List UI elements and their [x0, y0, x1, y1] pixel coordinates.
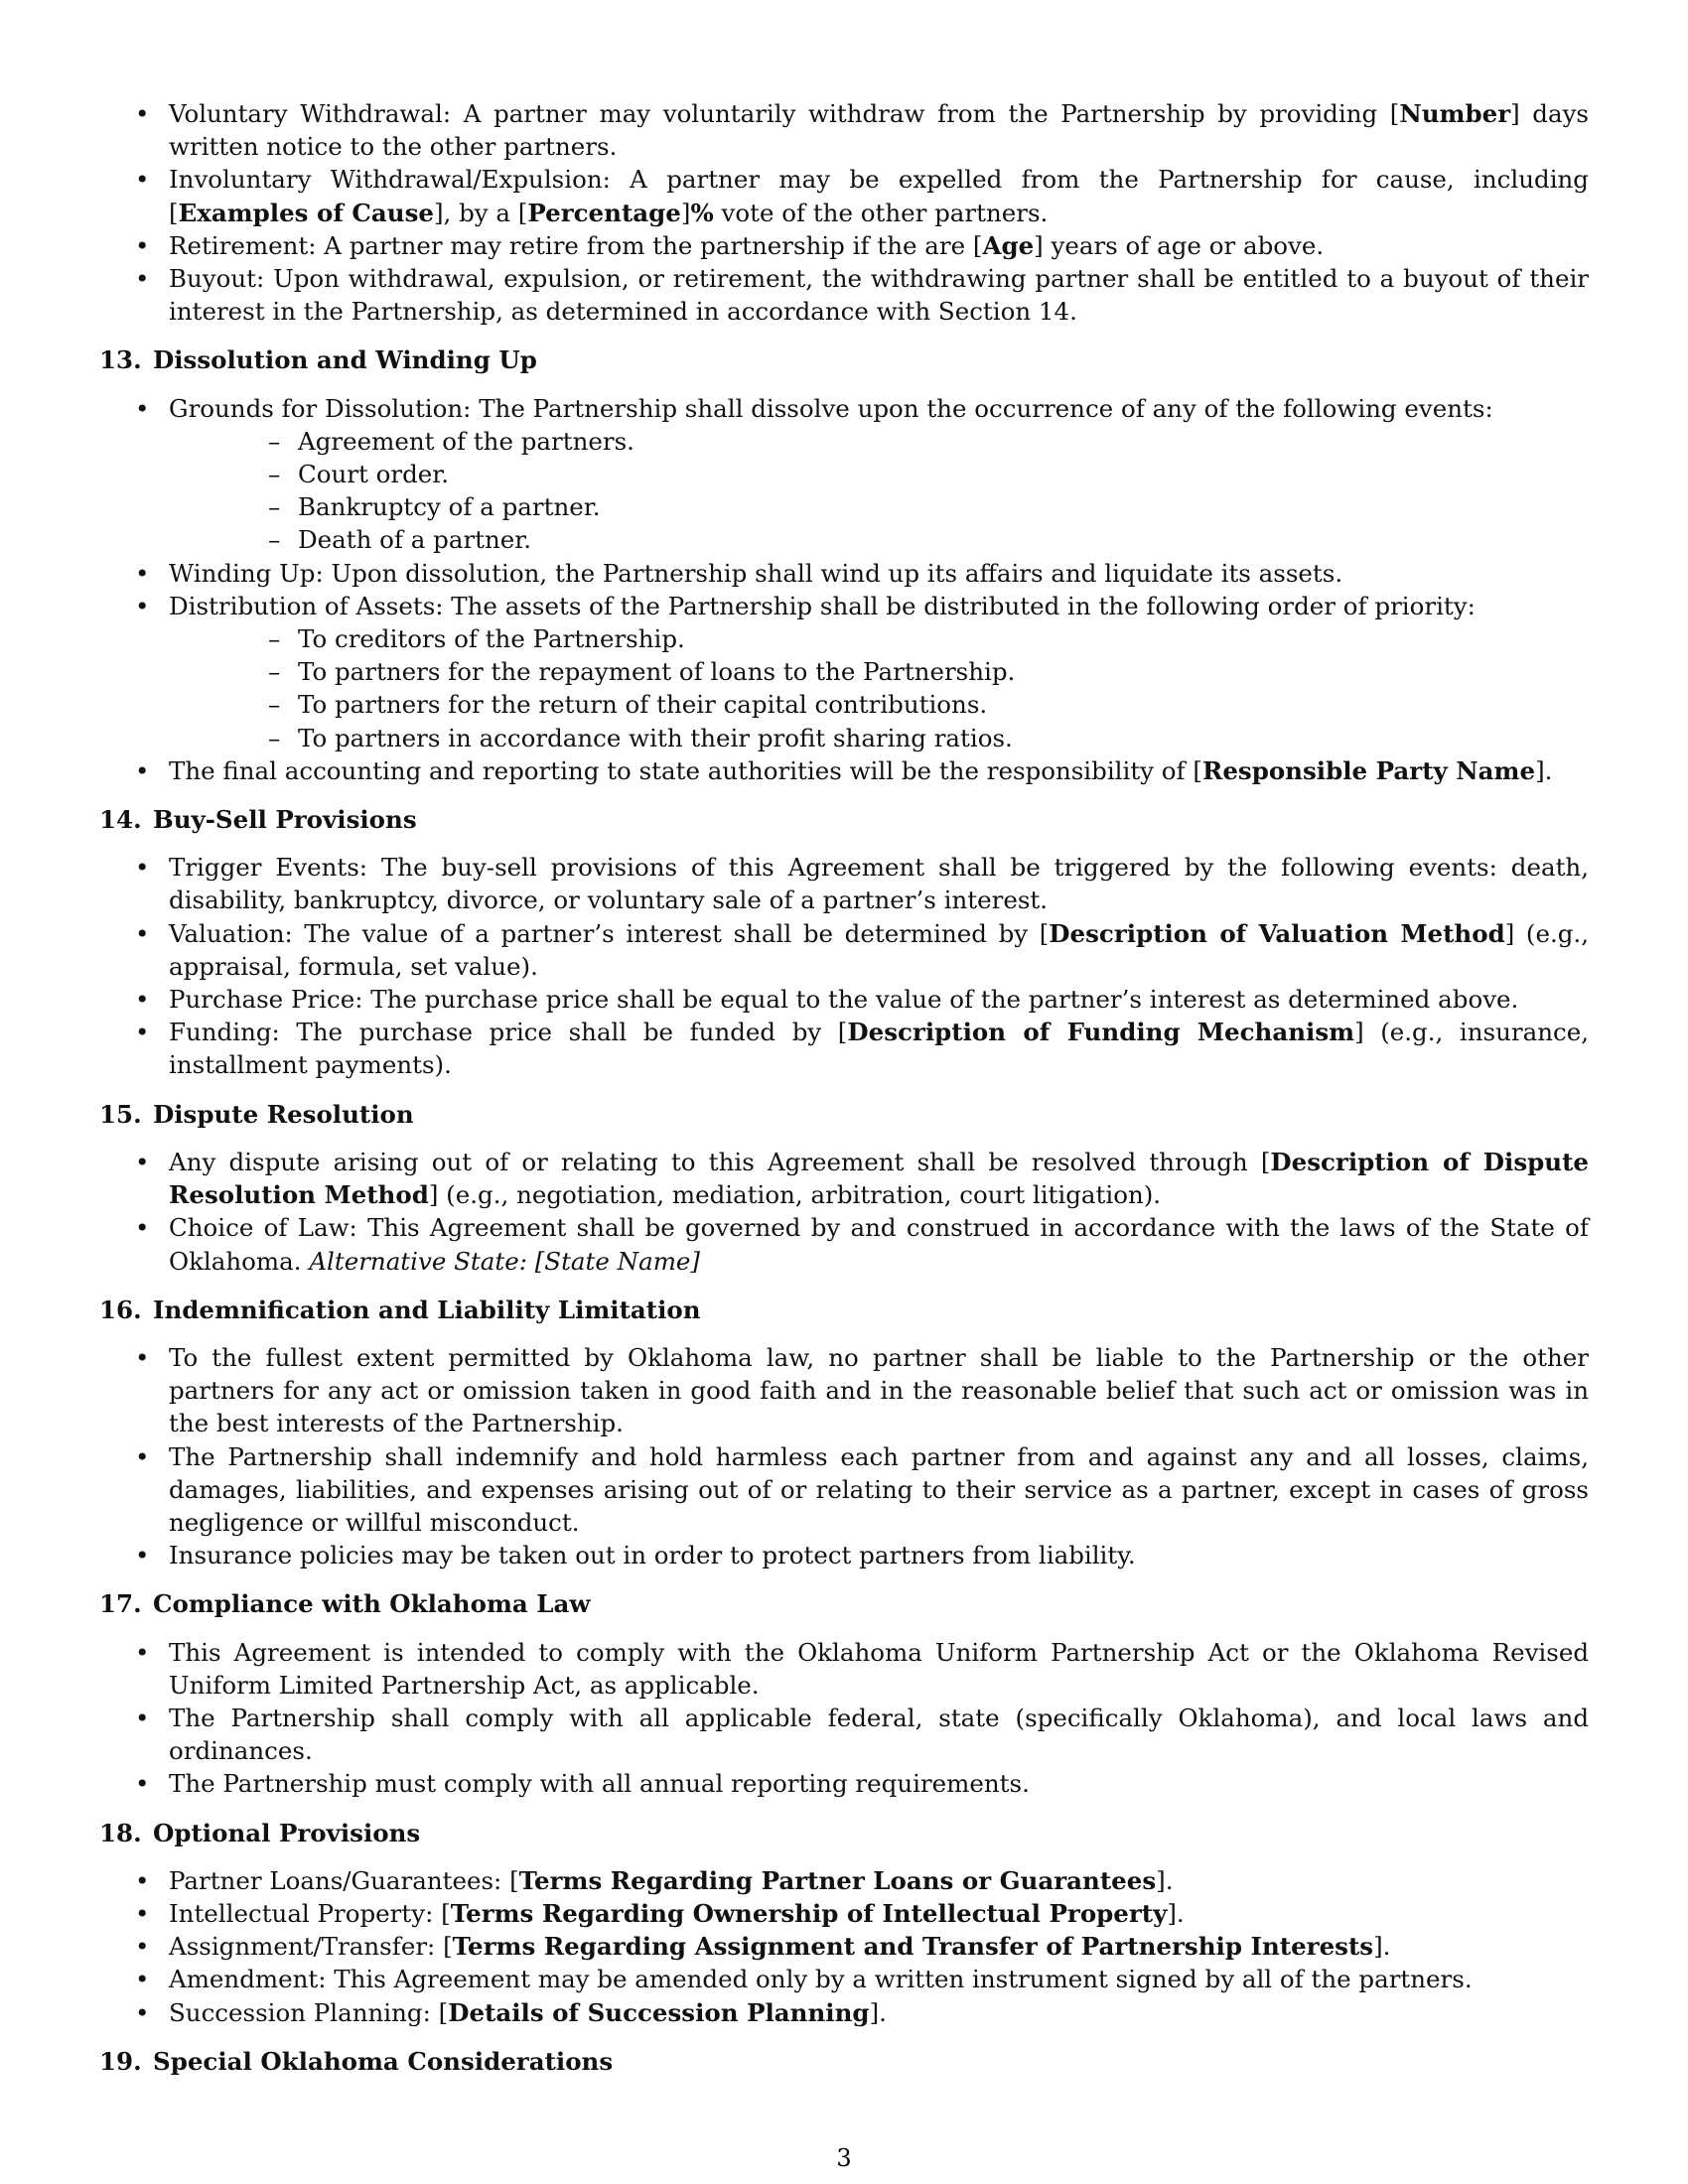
list-item-funding: • Funding: The purchase price shall be funded by [Description of Funding Mechanism] (e.g., insurance, installment payments).: [99, 1016, 1589, 1081]
list-item-choice-of-law: • Choice of Law: This Agreement shall be governed by and construed in accordance with the laws of the State of Oklahoma. Alternative State: [State Name]: [99, 1211, 1589, 1277]
document-page: [99, 97, 1589, 2093]
list-item-distribution-of-assets: • Distribution of Assets: The assets of the Partnership shall be distributed in the following order of priority: – To creditors of the Partnership. – To partners for the repayment of loans to the Partnership. – To partners for the return of their capital contributions. – To partners in accordance with their profit sharing ratios.: [99, 590, 1589, 754]
list-item-comply-laws: • The Partnership shall comply with all applicable federal, state (specifically Oklahoma), and local laws and ordinances.: [99, 1702, 1589, 1767]
list-item-comply-act: • This Agreement is intended to comply with the Oklahoma Uniform Partnership Act or the Oklahoma Revised Uniform Limited Partnership Act, as applicable.: [99, 1636, 1589, 1702]
section-14-heading: 14. Buy-Sell Provisions: [99, 805, 417, 835]
section-19-heading: 19. Special Oklahoma Considerations: [99, 2046, 614, 2076]
sub-item: – Agreement of the partners.: [169, 425, 1589, 458]
sub-item: – Death of a partner.: [169, 523, 1589, 556]
list-item-dispute: • Any dispute arising out of or relating to this Agreement shall be resolved through [Description of Dispute Resolution Method] (e.g., negotiation, mediation, arbitration, court litigation).: [99, 1146, 1589, 1211]
sub-item: – To partners for the return of their capital contributions.: [169, 688, 1589, 721]
list-item-purchase-price: • Purchase Price: The purchase price shall be equal to the value of the partner’s interest as determined above.: [99, 983, 1589, 1016]
section-18-heading: 18. Optional Provisions: [99, 1818, 421, 1847]
list-item-involuntary-withdrawal: • Involuntary Withdrawal/Expulsion: A partner may be expelled from the Partnership for cause, including [Examples of Cause], by a [Percentage]% vote of the other partners.: [99, 163, 1589, 228]
list-item-partner-loans: • Partner Loans/Guarantees: [Terms Regarding Partner Loans or Guarantees].: [99, 1864, 1589, 1897]
page-number: 3: [836, 2144, 852, 2172]
list-item-annual-reporting: • The Partnership must comply with all annual reporting requirements.: [99, 1767, 1589, 1800]
list-item-amendment: • Amendment: This Agreement may be amended only by a written instrument signed by all of the partners.: [99, 1963, 1589, 1995]
section-16-heading: 16. Indemnification and Liability Limitation: [99, 1295, 701, 1324]
list-item-buyout: • Buyout: Upon withdrawal, expulsion, or retirement, the withdrawing partner shall be entitled to a buyout of their interest in the Partnership, as determined in accordance with Section 14.: [99, 262, 1589, 328]
list-item-trigger-events: • Trigger Events: The buy-sell provisions of this Agreement shall be triggered by the following events: death, disability, bankruptcy, divorce, or voluntary sale of a partner’s interest.: [99, 851, 1589, 916]
list-item-grounds-for-dissolution: • Grounds for Dissolution: The Partnership shall dissolve upon the occurrence of any of the following events: – Agreement of the partners. – Court order. – Bankruptcy of a partner. – Death of a partner.: [99, 392, 1589, 557]
section-14-list: [99, 851, 1589, 1081]
section-13-heading: 13. Dissolution and Winding Up: [99, 345, 537, 375]
list-item-assignment-transfer: • Assignment/Transfer: [Terms Regarding Assignment and Transfer of Partnership Interests].: [99, 1930, 1589, 1963]
list-item-succession-planning: • Succession Planning: [Details of Succession Planning].: [99, 1996, 1589, 2029]
section-13-list: [99, 392, 1589, 787]
distribution-priority-list: [169, 622, 1589, 754]
section-15-list: [99, 1146, 1589, 1278]
list-item-retirement: • Retirement: A partner may retire from the partnership if the are [Age] years of age or above.: [99, 229, 1589, 262]
list-item-intellectual-property: • Intellectual Property: [Terms Regarding Ownership of Intellectual Property].: [99, 1897, 1589, 1930]
list-item-voluntary-withdrawal: • Voluntary Withdrawal: A partner may voluntarily withdraw from the Partnership by providing [Number] days written notice to the other partners.: [99, 97, 1589, 163]
section-17-heading: 17. Compliance with Oklahoma Law: [99, 1589, 591, 1619]
list-item-valuation: • Valuation: The value of a partner’s interest shall be determined by [Description of Valuation Method] (e.g., appraisal, formula, set value).: [99, 917, 1589, 983]
section-17-list: [99, 1636, 1589, 1801]
sub-item: – Court order.: [169, 458, 1589, 490]
sub-item: – Bankruptcy of a partner.: [169, 490, 1589, 523]
section-15-heading: 15. Dispute Resolution: [99, 1099, 414, 1129]
sub-item: – To partners in accordance with their profit sharing ratios.: [169, 722, 1589, 754]
list-item-liability: • To the fullest extent permitted by Oklahoma law, no partner shall be liable to the Partnership or the other partners for any act or omission taken in good faith and in the reasonable belief that such act or omission was in the best interests of the Partnership.: [99, 1341, 1589, 1440]
section-16-list: [99, 1341, 1589, 1571]
list-item-insurance: • Insurance policies may be taken out in order to protect partners from liability.: [99, 1539, 1589, 1571]
list-item-final-accounting: • The final accounting and reporting to state authorities will be the responsibility of [Responsible Party Name].: [99, 754, 1589, 787]
withdrawal-list: [99, 97, 1589, 328]
list-item-indemnify: • The Partnership shall indemnify and hold harmless each partner from and against any and all losses, claims, damages, liabilities, and expenses arising out of or relating to their service as a partner, except in cases of gross negligence or willful misconduct.: [99, 1440, 1589, 1540]
section-18-list: [99, 1864, 1589, 2029]
sub-item: – To partners for the repayment of loans to the Partnership.: [169, 655, 1589, 688]
sub-item: – To creditors of the Partnership.: [169, 622, 1589, 655]
list-item-winding-up: • Winding Up: Upon dissolution, the Partnership shall wind up its affairs and liquidate its assets.: [99, 557, 1589, 590]
dissolution-events-list: [169, 425, 1589, 557]
